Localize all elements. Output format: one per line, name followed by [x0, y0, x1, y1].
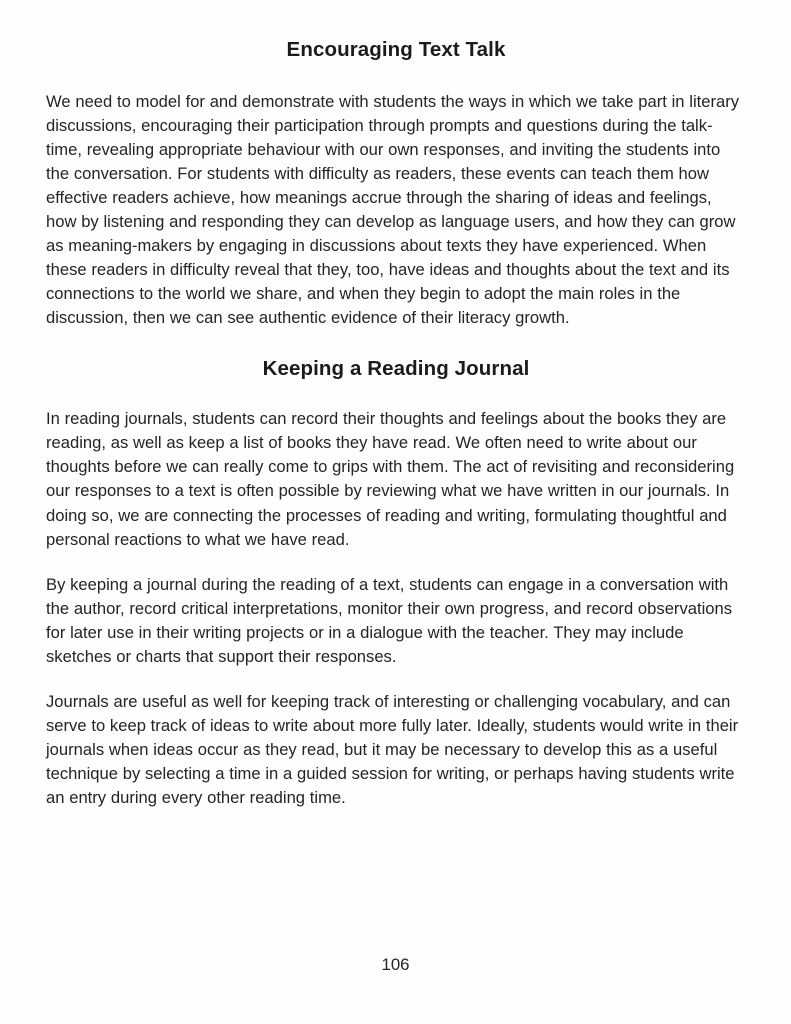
section-heading-keeping-a-reading-journal: Keeping a Reading Journal [262, 356, 530, 380]
paragraph: In reading journals, students can record their thoughts and feelings about the books they are reading, as well as keep a list of books they have read. We often need to write about our thoughts before we can really come to grips with them. The act of revisiting and reconsidering our responses to a text is often possible by reviewing what we have written in our journals. In doing so, we are connecting the processes of reading and writing, formulating thoughtful and personal reactions to what we have read. [46, 409, 735, 549]
paragraph: We need to model for and demonstrate with students the ways in which we take part in literary discussions, encouraging their participation through prompts and questions during the talk-time, revealing appropriate behaviour with our own responses, and inviting the students into the conversation. For students with difficulty as readers, these events can teach them how effective readers achieve, how meanings accrue through the sharing of ideas and feelings, how by listening and responding they can develop as language users, and how they can grow as meaning-makers by engaging in discussions about texts they have experienced. When these readers in difficulty reveal that they, too, have ideas and thoughts about the text and its connections to the world we share, and when they begin to adopt the main roles in the discussion, then we can see authentic evidence of their literacy growth. [46, 91, 740, 328]
paragraph: By keeping a journal during the reading of a text, students can engage in a conversation with the author, record critical interpretations, monitor their own progress, and record observations for later use in their writing projects or in a dialogue with the teacher. They may include sketches or charts that support their responses. [46, 574, 733, 666]
page-content [46, 0, 746, 811]
paragraph: Journals are useful as well for keeping track of interesting or challenging vocabulary, and can serve to keep track of ideas to write about more fully later. Ideally, students would write in their journals when ideas occur as they read, but it may be necessary to develop this as a useful technique by selecting a time in a guided session for writing, or perhaps having students write an entry during every other reading time. [46, 692, 739, 808]
page-number: 106 [381, 955, 410, 974]
section-heading-encouraging-text-talk: Encouraging Text Talk [286, 38, 506, 61]
